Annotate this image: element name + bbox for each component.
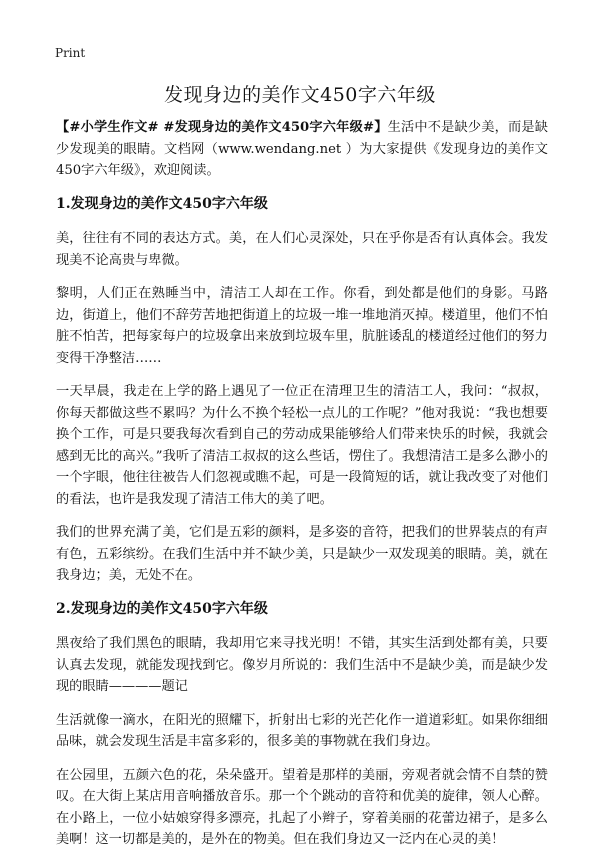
section-2-paragraph: 在公园里，五颜六色的花，朵朵盛开。望着是那样的美丽，旁观者就会情不自禁的赞叹。在大街上某店用音响播放音乐。那一个个跳动的音符和优美的旋律，领人心醉。在小路上，一位小姑娘穿得多漂亮，扎起了小辫子，穿着美丽的花蕾边裙子，是多么美啊！这一切都是美的，是外在的物美。但在我们身边又一泛内在心灵的美！ <box>56 767 548 847</box>
intro-text: 生活中不是缺少美，而是缺少发现美的眼睛。文档网（www.wendang.net ）为大家提供《发现身边的美作文450字六年级》，欢迎阅读。 <box>56 120 548 178</box>
intro-tag: 【#小学生作文# #发现身边的美作文450字六年级#】 <box>56 120 388 135</box>
section-heading-1: 1.发现身边的美作文450字六年级 <box>56 195 268 212</box>
section-2-paragraph: 黑夜给了我们黑色的眼睛，我却用它来寻找光明！不错，其实生活到处都有美，只要认真去发现，就能发现找到它。像岁月所说的：我们生活中不是缺少美，而是缺少发现的眼睛————题记 <box>56 636 548 694</box>
page-title: 发现身边的美作文450字六年级 <box>164 84 436 106</box>
section-heading-2: 2.发现身边的美作文450字六年级 <box>56 600 268 617</box>
intro-paragraph <box>56 117 548 182</box>
section-1-paragraph: 黎明，人们正在熟睡当中，清洁工人却在工作。你看，到处都是他们的身影。马路边，街道上，他们不辞劳苦地把街道上的垃圾一堆一堆地消灭掉。楼道里，他们不怕脏不怕苦，把每家每户的垃圾拿出来放到垃圾车里，肮脏诿乱的楼道经过他们的努力变得干净整洁…… <box>56 286 548 366</box>
section-1-paragraph: 我们的世界充满了美，它们是五彩的颜料，是多姿的音符，把我们的世界装点的有声有色，五彩缤纷。在我们生活中并不缺少美，只是缺少一双发现美的眼睛。美，就在我身边；美，无处不在。 <box>56 525 548 583</box>
section-2-paragraph: 生活就像一滴水，在阳光的照耀下，折射出七彩的光芒化作一道道彩虹。如果你细细品味，就会发现生活是丰富多彩的，很多美的事物就在我们身边。 <box>56 712 548 749</box>
section-1-paragraph: 美，往往有不同的表达方式。美，在人们心灵深处，只在乎你是否有认真体会。我发现美不论高贵与卑微。 <box>56 231 548 268</box>
print-link[interactable]: Print <box>55 46 86 60</box>
section-1-paragraph: 一天早晨，我走在上学的路上遇见了一位正在清理卫生的清洁工人，我问：“叔叔，你每天都做这些不累吗？为什么不换个轻松一点儿的工作呢？”他对我说：“我也想要换个工作，可是只要我每次看到自己的劳动成果能够给人们带来快乐的时候，我就会感到无比的高兴。”我听了清洁工叔叔的这么些话，愣住了。我想清洁工是多么渺小的一个字眼，他往往被告人们忽视或瞧不起，可是一段简短的话，就让我改变了对他们的看法，也许是我发现了清洁工伟大的美了吧。 <box>56 384 548 507</box>
article-body <box>56 117 548 863</box>
